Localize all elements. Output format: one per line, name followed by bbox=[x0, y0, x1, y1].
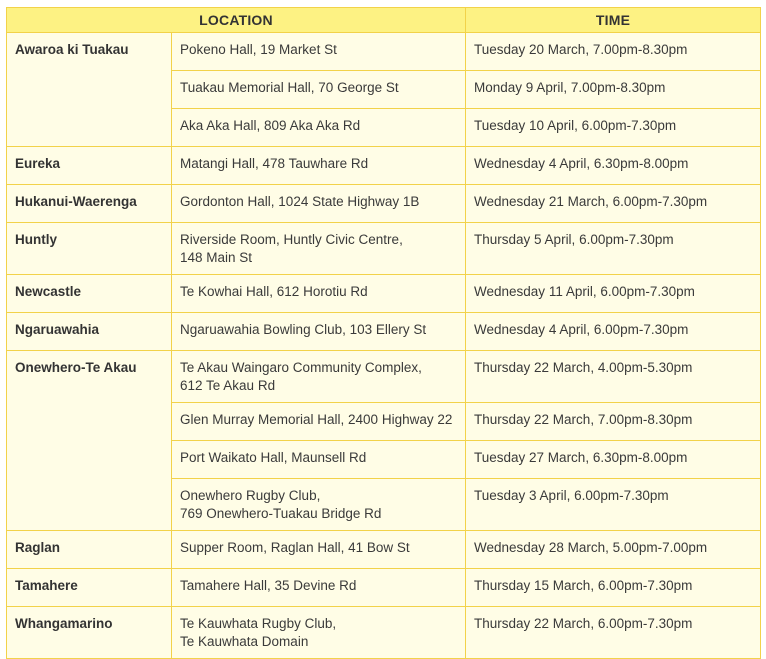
time-cell: Monday 9 April, 7.00pm-8.30pm bbox=[466, 71, 761, 109]
location-line: Matangi Hall, 478 Tauwhare Rd bbox=[180, 156, 369, 171]
area-name-cell: Huntly bbox=[7, 223, 172, 275]
time-cell: Thursday 15 March, 6.00pm-7.30pm bbox=[466, 569, 761, 607]
location-line: 769 Onewhero-Tuakau Bridge Rd bbox=[180, 506, 382, 521]
time-cell: Wednesday 28 March, 5.00pm-7.00pm bbox=[466, 531, 761, 569]
table-row bbox=[7, 531, 761, 569]
table-row bbox=[7, 147, 761, 185]
area-name-cell: Newcastle bbox=[7, 275, 172, 313]
area-name-cell: Tamahere bbox=[7, 569, 172, 607]
time-cell: Tuesday 20 March, 7.00pm-8.30pm bbox=[466, 33, 761, 71]
location-line: Ngaruawahia Bowling Club, 103 Ellery St bbox=[180, 322, 427, 337]
schedule-table-container bbox=[6, 7, 760, 659]
time-cell: Thursday 5 April, 6.00pm-7.30pm bbox=[466, 223, 761, 275]
time-cell: Thursday 22 March, 4.00pm-5.30pm bbox=[466, 351, 761, 403]
table-body bbox=[7, 33, 761, 659]
location-line: Port Waikato Hall, Maunsell Rd bbox=[180, 450, 367, 465]
location-cell bbox=[172, 223, 466, 275]
area-name-cell: Whangamarino bbox=[7, 607, 172, 659]
time-cell: Thursday 22 March, 7.00pm-8.30pm bbox=[466, 403, 761, 441]
location-line: Pokeno Hall, 19 Market St bbox=[180, 42, 337, 57]
location-cell bbox=[172, 441, 466, 479]
time-cell: Tuesday 10 April, 6.00pm-7.30pm bbox=[466, 109, 761, 147]
location-line: Glen Murray Memorial Hall, 2400 Highway 22 bbox=[180, 412, 453, 427]
location-cell bbox=[172, 479, 466, 531]
location-cell bbox=[172, 531, 466, 569]
location-cell bbox=[172, 109, 466, 147]
location-cell bbox=[172, 351, 466, 403]
table-header bbox=[7, 8, 761, 33]
time-cell: Wednesday 4 April, 6.00pm-7.30pm bbox=[466, 313, 761, 351]
location-line: Gordonton Hall, 1024 State Highway 1B bbox=[180, 194, 420, 209]
time-cell: Wednesday 4 April, 6.30pm-8.00pm bbox=[466, 147, 761, 185]
location-cell bbox=[172, 403, 466, 441]
time-cell: Tuesday 3 April, 6.00pm-7.30pm bbox=[466, 479, 761, 531]
table-row bbox=[7, 607, 761, 659]
table-row bbox=[7, 351, 761, 403]
location-line: Te Kauwhata Domain bbox=[180, 634, 309, 649]
location-cell bbox=[172, 569, 466, 607]
location-cell bbox=[172, 147, 466, 185]
time-cell: Wednesday 11 April, 6.00pm-7.30pm bbox=[466, 275, 761, 313]
table-row bbox=[7, 223, 761, 275]
table-row bbox=[7, 33, 761, 71]
location-cell bbox=[172, 71, 466, 109]
table-row bbox=[7, 275, 761, 313]
location-line: Supper Room, Raglan Hall, 41 Bow St bbox=[180, 540, 410, 555]
location-cell bbox=[172, 33, 466, 71]
area-name-cell: Eureka bbox=[7, 147, 172, 185]
location-line: Te Kauwhata Rugby Club, bbox=[180, 616, 337, 631]
area-name-cell: Ngaruawahia bbox=[7, 313, 172, 351]
time-cell: Thursday 22 March, 6.00pm-7.30pm bbox=[466, 607, 761, 659]
location-line: Onewhero Rugby Club, bbox=[180, 488, 321, 503]
time-column-header: TIME bbox=[466, 8, 761, 33]
area-name-cell: Awaroa ki Tuakau bbox=[7, 33, 172, 147]
location-line: Tamahere Hall, 35 Devine Rd bbox=[180, 578, 357, 593]
location-line: 612 Te Akau Rd bbox=[180, 378, 276, 393]
table-row bbox=[7, 185, 761, 223]
location-line: 148 Main St bbox=[180, 250, 253, 265]
time-cell: Tuesday 27 March, 6.30pm-8.00pm bbox=[466, 441, 761, 479]
table-row bbox=[7, 313, 761, 351]
location-column-header: LOCATION bbox=[7, 8, 466, 33]
location-line: Tuakau Memorial Hall, 70 George St bbox=[180, 80, 399, 95]
location-line: Aka Aka Hall, 809 Aka Aka Rd bbox=[180, 118, 361, 133]
location-cell bbox=[172, 607, 466, 659]
location-cell bbox=[172, 185, 466, 223]
location-line: Te Kowhai Hall, 612 Horotiu Rd bbox=[180, 284, 368, 299]
location-cell bbox=[172, 313, 466, 351]
header-row bbox=[7, 8, 761, 33]
meeting-schedule-table bbox=[6, 7, 761, 659]
location-line: Riverside Room, Huntly Civic Centre, bbox=[180, 232, 403, 247]
time-cell: Wednesday 21 March, 6.00pm-7.30pm bbox=[466, 185, 761, 223]
location-line: Te Akau Waingaro Community Complex, bbox=[180, 360, 422, 375]
area-name-cell: Raglan bbox=[7, 531, 172, 569]
table-row bbox=[7, 569, 761, 607]
area-name-cell: Hukanui-Waerenga bbox=[7, 185, 172, 223]
area-name-cell: Onewhero-Te Akau bbox=[7, 351, 172, 531]
location-cell bbox=[172, 275, 466, 313]
